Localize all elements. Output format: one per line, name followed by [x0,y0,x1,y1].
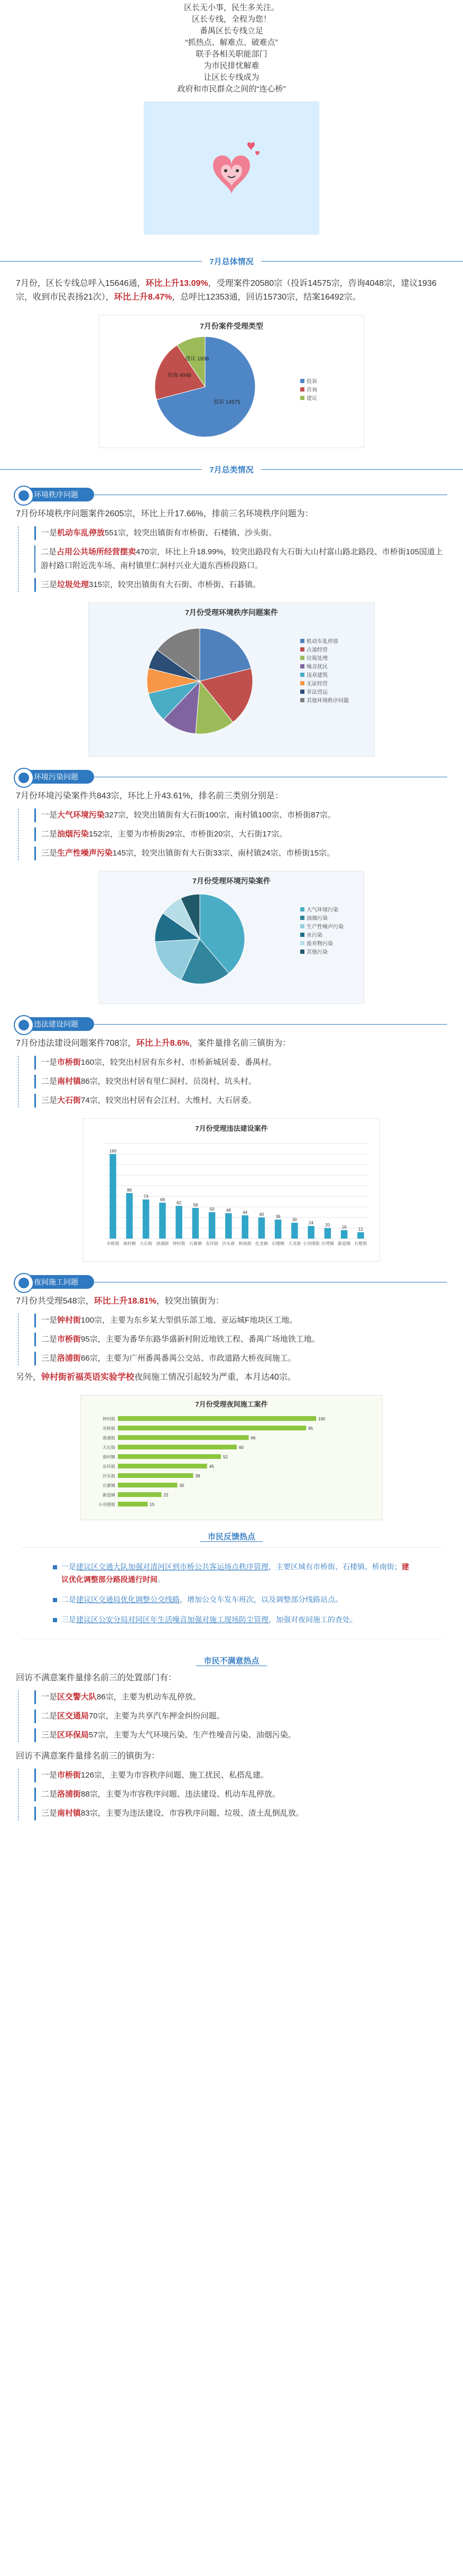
legend-swatch [300,673,304,677]
tick-label: 南村镇 [103,1455,115,1459]
bar [118,1483,178,1487]
bar [118,1464,207,1468]
bar [242,1215,248,1239]
legend-swatch [300,690,304,694]
overview-text: 7月份，区长专线总呼入15646通， [16,279,146,288]
data-label: 100 [318,1417,326,1421]
list-item: 二是区交通局70宗，主要为共享汽车押金纠纷问题。 [34,1709,447,1723]
bar [308,1226,314,1239]
hot-topics-list [21,1547,442,1639]
bar [175,1206,182,1239]
intro-block [0,0,463,95]
list-item: 三是南村镇83宗，主要为违法建设、市容秩序问题、垃圾、渣土乱倒乱放。 [34,1807,447,1820]
list-item: 二是建议区交通局优化调整公交线路，增加公交车发车班次，以及调整部分线路站点。 [53,1593,410,1606]
illegal-build-bar-chart [83,1118,380,1262]
legend-label: 其他环境秩序问题 [307,698,349,704]
tick-label: 沙湾镇 [321,1241,334,1246]
pill-label: 环境污染问题 [34,773,78,781]
data-label: 36 [275,1214,281,1219]
hot-topics-title [0,1531,463,1542]
overview-highlight: 环比上升8.47% [114,293,172,302]
data-label: 45 [209,1464,214,1469]
pill-env-order [16,487,447,502]
tick-label: 新造镇 [103,1493,115,1498]
night-work-extra: 另外，钟村街祈福英语实验学校夜间施工情况引起较为严重，本月达40宗。 [16,1373,296,1382]
list-item: 三是洛浦街66宗，主要为广州番禺番禺公交站、市政道路大桥夜间施工。 [34,1352,447,1365]
env-pollution-paragraph: 7月份环境污染案件共843宗，环比上升43.61%，排名前三类别分别是： [16,792,283,801]
data-label: 58 [193,1203,198,1207]
night-work-paragraph: 7月份共受理548宗，环比上升18.81%，较突出镇街为： [16,1297,224,1306]
legend-label: 占道经营 [307,647,328,653]
tick-label: 大石街 [140,1241,153,1246]
slice-label: 咨询 4048 [167,373,191,379]
title-text: 市民反馈热点 [200,1532,263,1542]
title-text: 市民不满意热点 [196,1657,266,1666]
pill-label: 夜间施工问题 [34,1278,78,1286]
legend-label: 废弃物污染 [307,941,333,947]
chart-title: 7月份案件受理类型 [200,322,263,330]
pill-night-work [16,1275,447,1289]
bar [143,1199,150,1239]
legend-swatch [300,681,304,685]
bar [118,1492,162,1497]
legend-label: 垃圾处理 [307,656,328,662]
data-label: 66 [251,1436,256,1440]
intro-line: 番禺区长专线立足 [199,26,263,35]
bar [325,1228,331,1239]
tick-label: 洛浦街 [103,1436,115,1440]
intro-line: “抓热点、解难点、破难点” [185,38,278,47]
overview-text: ，受理案件20580宗（投诉14575宗，咨询4048宗，建议1936宗，收到市民表扬21次）， [16,279,437,302]
tick-label: 石碁镇 [103,1483,115,1488]
legend-swatch [300,639,304,643]
legend-label: 大气环境污染 [307,907,338,913]
list-item: 三是建议区公安分局对同区年生活噪音加强对施工现场防尘管理，加强对夜间施工的查处。 [53,1613,410,1626]
data-label: 16 [341,1225,347,1230]
hearts-icon [192,134,271,202]
tick-label: 沙头街 [103,1474,115,1478]
intro-line: 联手各相关职能部门 [196,50,267,59]
data-label: 52 [223,1455,228,1459]
bar-svg [84,1133,379,1260]
pill-label: 环境秩序问题 [34,490,78,499]
list-item: 一是市桥街126宗，主要为市容秩序问题、施工扰民、私搭乱建。 [34,1769,447,1782]
list-item: 三是生产性噪声污染145宗，较突出镇街有大石街33宗、南村镇24宗、市桥街15宗。 [34,847,447,860]
tick-label: 洛浦街 [156,1241,169,1246]
satisfaction-para1: 回访不满意案件量排名前三的处置部门有： [16,1673,177,1682]
env-order-pie-chart [88,602,375,757]
section-title-category [0,464,463,475]
data-label: 60 [239,1445,244,1450]
intro-line: 区长专线，全程为您！ [191,15,271,24]
chart-title: 7月份受理违法建设案件 [195,1124,268,1132]
pill-illegal-build [16,1017,447,1031]
env-pollution-list [18,808,463,860]
satisfaction-para2: 回访不满意案件量排名前三的镇街为： [16,1752,160,1761]
pill [16,770,94,784]
list-item: 一是市桥街160宗，较突出村居有东乡村、市桥新城居委、番禺村。 [34,1056,447,1070]
list-item: 三是大石街74宗，较突出村居有会江村、大维村、大石居委。 [34,1094,447,1108]
legend-label: 机动车乱停放 [307,639,338,645]
tick-label: 小谷围街 [98,1502,115,1507]
data-label: 40 [259,1212,264,1217]
bar [118,1502,147,1506]
bar [291,1223,298,1239]
legend-label: 其他污染 [307,950,328,955]
tick-label: 钟村街 [172,1241,186,1246]
intro-line: 区长无小事，民生多关注。 [183,3,279,12]
tick-label: 钟村街 [103,1417,115,1421]
night-work-list [18,1314,463,1365]
tick-label: 东环街 [103,1464,115,1469]
bar [192,1208,199,1239]
tick-label: 大石街 [103,1445,115,1450]
illegal-build-paragraph: 7月份违法建设问题案件708宗，环比上升8.6%，案件量排名前三镇街为： [16,1039,291,1048]
data-label: 22 [163,1493,169,1498]
tick-label: 市桥街 [106,1241,119,1246]
overview-paragraph [16,277,447,304]
data-label: 24 [309,1221,314,1225]
tick-label: 沙头街 [222,1241,235,1246]
data-label: 86 [127,1188,132,1193]
tick-label: 大龙街 [288,1241,301,1246]
pie-svg [99,886,364,1000]
night-work-hbar-chart [80,1395,383,1520]
data-label: 74 [143,1194,149,1199]
data-label: 48 [226,1208,231,1213]
legend-swatch [300,647,304,652]
bar [159,1203,166,1239]
data-label: 68 [160,1197,165,1202]
legend-swatch [300,396,304,400]
bar [341,1230,348,1239]
heart-illustration [144,101,319,235]
data-label: 12 [358,1227,363,1232]
circle-icon [14,768,34,788]
bar [258,1217,265,1239]
legend-swatch [300,656,304,660]
list-item: 一是建议区交通大队加强对清河区到市桥公共客运场点秩序管理，主要区域有市桥街、石楼镇、桥南街；建议优化调整部分路段通行时间。 [53,1560,410,1586]
tick-label: 石碁镇 [189,1241,202,1246]
legend-label: 水污染 [307,933,322,938]
list-item: 二是南村镇86宗，较突出村居有里仁洞村、员岗村、坑头村。 [34,1075,447,1089]
env-order-paragraph: 7月份环境秩序问题案件2605宗，环比上升17.66%，排前三名环境秩序问题为： [16,509,313,518]
legend-swatch [300,698,304,702]
legend-swatch [300,664,304,668]
data-label: 44 [243,1210,248,1215]
data-label: 62 [177,1201,182,1205]
data-label: 30 [292,1217,297,1222]
bar [275,1220,282,1239]
pie-svg [99,331,364,445]
legend-label: 生产性噪声污染 [307,924,344,930]
bar [118,1416,316,1421]
legend-label: 违章建筑 [307,673,328,678]
legend-label: 噪音扰民 [307,664,328,670]
legend-swatch [300,950,304,954]
pill-env-pollution [16,769,447,784]
list-item: 二是市桥街95宗，主要为番华东路华盛新村附近地铁工程、番禺广场地铁工地。 [34,1333,447,1346]
pill [16,1275,94,1289]
intro-line: 让区长专线成为 [203,73,260,82]
tick-label: 石楼镇 [272,1241,285,1246]
legend-label: 无证经营 [307,681,328,687]
bar [118,1426,306,1430]
data-label: 30 [179,1483,184,1488]
data-label: 160 [109,1149,117,1154]
section-title-text: 7月总体情况 [209,257,254,266]
bar [118,1473,193,1478]
tick-label: 南村镇 [123,1241,136,1246]
bar-svg [81,1409,382,1520]
list-item: 一是区交警大队86宗，主要为机动车乱停放。 [34,1690,447,1704]
tick-label: 桥南街 [238,1241,252,1246]
legend-label: 投诉 [307,379,317,385]
legend-label: 建议 [307,396,317,402]
bar [118,1435,249,1440]
case-type-pie-chart [99,315,364,448]
list-item: 二是洛浦街88宗，主要为市容秩序问题、违法建设、机动车乱停放。 [34,1788,447,1801]
chart-title: 7月份受理环境秩序问题案件 [185,608,278,617]
tick-label: 化龙镇 [255,1241,268,1246]
pie-svg [89,618,374,752]
list-item: 一是大气环境污染327宗，较突出镇街有大石街100宗、南村镇100宗、市桥街87宗。 [34,808,447,822]
satisfaction-title [0,1655,463,1666]
legend-swatch [300,916,304,920]
legend-label: 咨询 [307,387,317,393]
legend-swatch [300,933,304,937]
env-order-list [18,526,463,592]
legend-swatch [300,907,304,912]
circle-icon [14,1015,34,1035]
list-item: 三是区环保局57宗，主要为大气环境污染、生产性噪音污染、油烟污染。 [34,1728,447,1742]
slice-label: 投诉 14575 [214,399,240,405]
bar [118,1454,221,1459]
list-item: 二是占用公共场所经营摆卖470宗，环比上升18.99%，较突出路段有大石街大山村富山路北路段、市桥街105国道上游村路口附近洗车场、南村镇里仁洞村兴业大道东西桥段路口。 [34,545,447,573]
tick-label: 东环街 [206,1241,219,1246]
section-title-text: 7月总类情况 [209,465,254,475]
bar [357,1232,364,1239]
data-label: 50 [209,1207,215,1212]
tick-label: 石壁街 [354,1241,367,1246]
legend-swatch [300,924,304,928]
section-title-overview [0,256,463,266]
overview-text: ，总呼比12353通，回访15730宗，结案16492宗。 [172,293,361,302]
bar [209,1212,216,1239]
legend-swatch [300,941,304,945]
intro-line: 政府和市民群众之间的“连心桥” [177,85,286,94]
intro-line: 为市民排忧解难 [203,61,260,70]
chart-title: 7月份受理环境污染案件 [192,877,271,885]
pill-label: 违法建设问题 [34,1020,78,1028]
list-item: 二是油烟污染152宗，主要为市桥街29宗、市桥街20宗、大石街17宗。 [34,827,447,841]
bar [118,1445,237,1449]
data-label: 95 [308,1426,313,1431]
list-item: 三是垃圾处理315宗，较突出镇街有大石街、市桥街、石碁镇。 [34,578,447,592]
overview-highlight: 环比上升13.09% [145,279,208,288]
legend-swatch [300,387,304,392]
bar [109,1154,116,1239]
data-label: 20 [325,1223,330,1227]
dept-list [18,1690,463,1742]
tick-label: 小谷围街 [302,1241,320,1246]
chart-title: 7月份受理夜间施工案件 [195,1400,268,1408]
circle-icon [14,486,34,506]
tick-label: 市桥街 [103,1426,115,1431]
pill [16,488,94,501]
env-pollution-pie-chart [99,871,364,1004]
legend-label: 非法营运 [307,690,328,695]
legend-label: 油烟污染 [307,916,328,922]
list-item: 一是钟村街100宗，主要为东乡某大型俱乐部工地、亚运城F地块区工地。 [34,1314,447,1327]
town-list [18,1769,463,1820]
pill [16,1017,94,1031]
bar [126,1193,133,1239]
data-label: 38 [195,1474,200,1478]
data-label: 15 [150,1502,155,1507]
legend-swatch [300,379,304,383]
circle-icon [14,1273,34,1293]
bar [225,1213,232,1239]
tick-label: 新造镇 [338,1241,351,1246]
slice-label: 建议 1936 [185,356,209,362]
illegal-build-list [18,1056,463,1108]
list-item: 一是机动车乱停放551宗，较突出镇街有市桥街、石楼镇、沙头街。 [34,526,447,540]
